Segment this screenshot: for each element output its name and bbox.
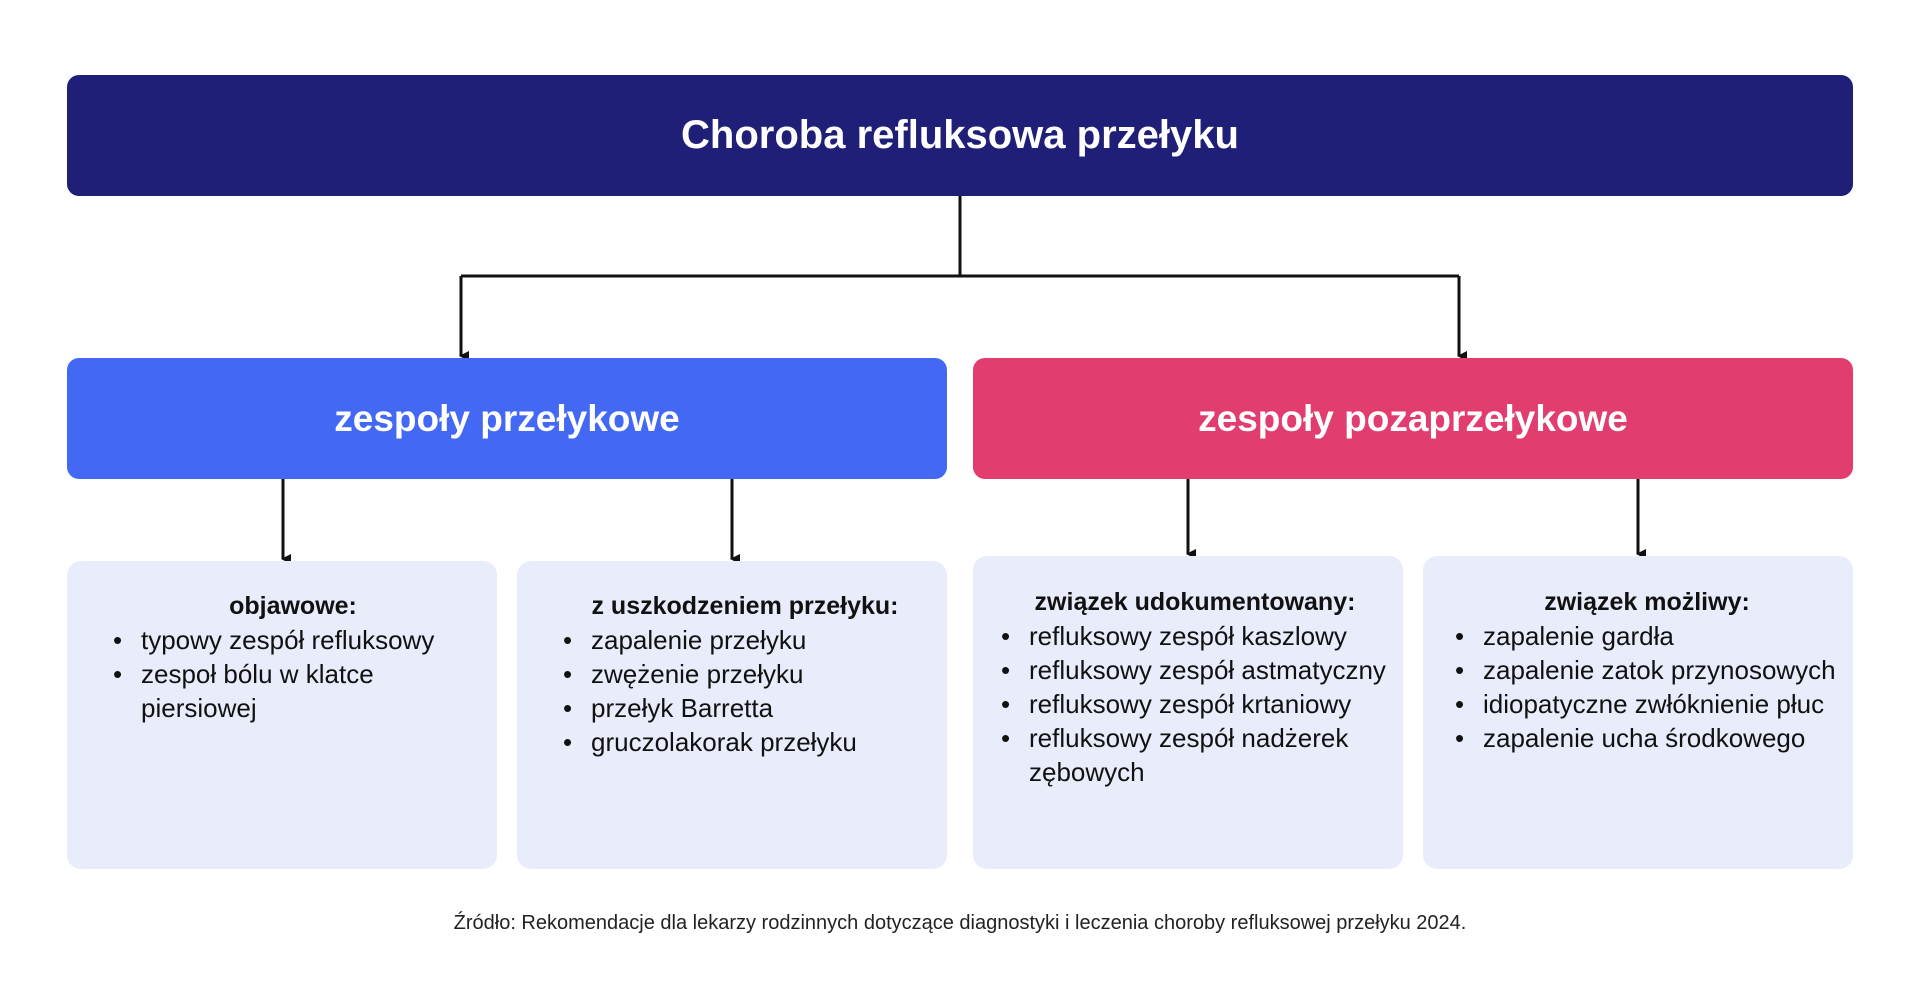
card-documented-association [973,556,1403,869]
card-symptomatic [67,561,497,869]
list-item: • refluksowy zespół nadżerek zębowych [997,721,1393,789]
list-item: • gruczolakorak przełyku [559,725,931,759]
list-item: • zapalenie gardła [1451,619,1843,653]
card-list [997,619,1393,789]
card-list [1451,619,1843,755]
connector-root-to-categories [461,196,1459,276]
list-item: • zespoł bólu w klatce piersiowej [109,657,477,725]
card-list [559,623,931,759]
list-item: • zapalenie przełyku [559,623,931,657]
card-title: z uszkodzeniem przełyku: [591,592,899,620]
category-extraesophageal-syndromes: zespoły pozaprzełykowe [973,358,1853,479]
source-note: Źródło: Rekomendacje dla lekarzy rodzinnych dotyczące diagnostyki i leczenia choroby refluksowej przełyku 2024. [453,912,1467,934]
card-title: związek możliwy: [1544,588,1750,616]
root-node-title: Choroba refluksowa przełyku [67,75,1853,196]
list-item: • refluksowy zespół krtaniowy [997,687,1393,721]
card-list [109,623,477,725]
card-possible-association [1423,556,1853,869]
list-item: • refluksowy zespół astmatyczny [997,653,1393,687]
card-title: objawowe: [229,592,357,620]
list-item: • przełyk Barretta [559,691,931,725]
category-esophageal-syndromes: zespoły przełykowe [67,358,947,479]
card-with-esophageal-damage [517,561,947,869]
list-item: • zapalenie ucha środkowego [1451,721,1843,755]
list-item: • refluksowy zespół kaszlowy [997,619,1393,653]
list-item: • typowy zespół refluksowy [109,623,477,657]
card-title: związek udokumentowany: [1034,588,1356,616]
list-item: • zapalenie zatok przynosowych [1451,653,1843,687]
list-item: • idiopatyczne zwłóknienie płuc [1451,687,1843,721]
list-item: • zwężenie przełyku [559,657,931,691]
